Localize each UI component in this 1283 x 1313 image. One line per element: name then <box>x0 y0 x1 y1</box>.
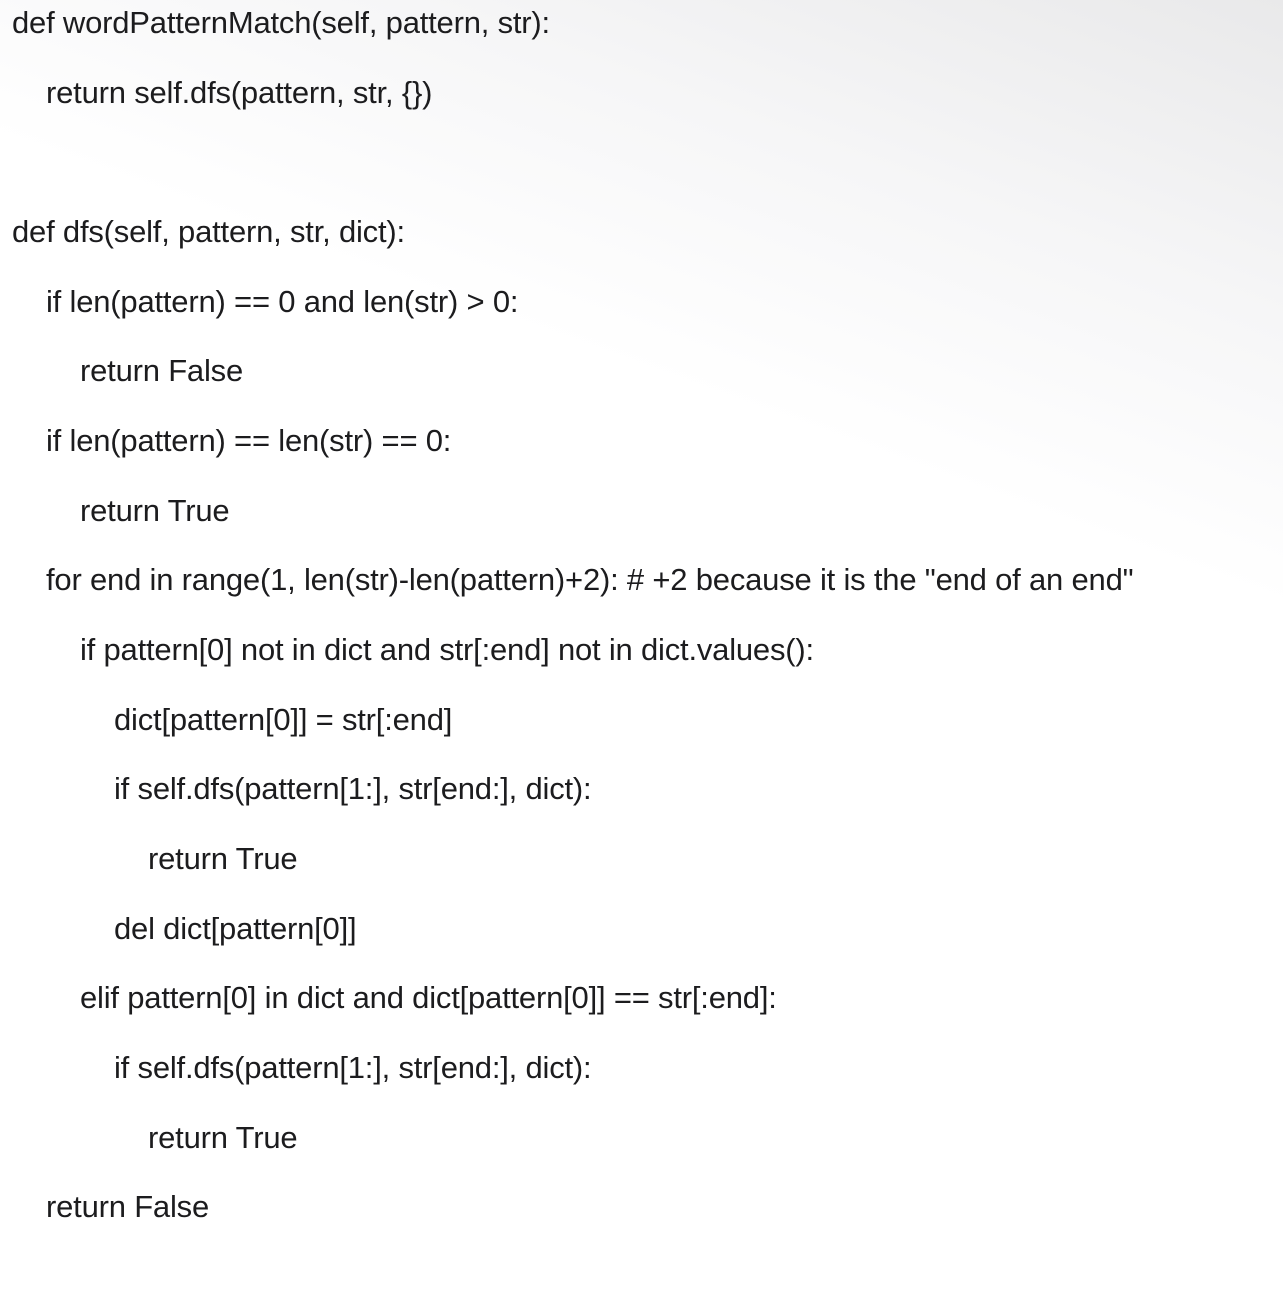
code-line: if pattern[0] not in dict and str[:end] not in dict.values(): <box>80 632 814 667</box>
code-line: for end in range(1, len(str)-len(pattern)+2): # +2 because it is the "end of an end" <box>46 562 1134 597</box>
code-line: return False <box>46 1189 209 1224</box>
code-line: if len(pattern) == len(str) == 0: <box>46 423 452 458</box>
code-line: def wordPatternMatch(self, pattern, str): <box>12 5 550 40</box>
code-line: if self.dfs(pattern[1:], str[end:], dict): <box>114 1050 592 1085</box>
code-line: return True <box>80 493 230 528</box>
code-line: elif pattern[0] in dict and dict[pattern[0]] == str[:end]: <box>80 980 777 1015</box>
code-line: return False <box>80 353 243 388</box>
code-line: del dict[pattern[0]] <box>114 911 357 946</box>
code-line: dict[pattern[0]] = str[:end] <box>114 702 453 737</box>
code-line: def dfs(self, pattern, str, dict): <box>12 214 405 249</box>
code-line: if self.dfs(pattern[1:], str[end:], dict): <box>114 771 592 806</box>
code-line: return self.dfs(pattern, str, {}) <box>46 75 433 110</box>
code-line: if len(pattern) == 0 and len(str) > 0: <box>46 284 519 319</box>
code-line: return True <box>148 841 298 876</box>
code-line: return True <box>148 1120 298 1155</box>
